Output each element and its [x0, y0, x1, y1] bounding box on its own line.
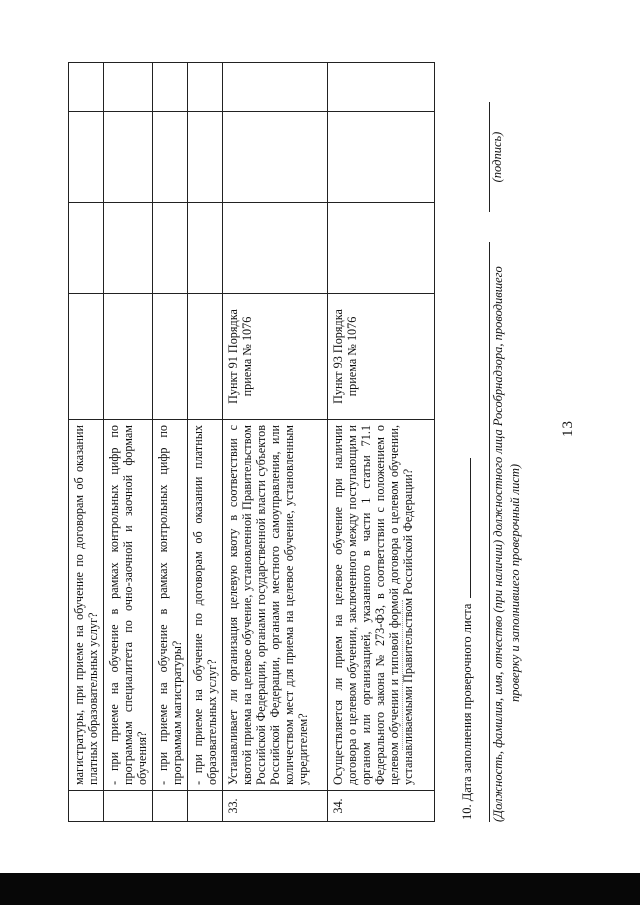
row-reference	[188, 294, 223, 420]
row-question: Осуществляется ли прием на целевое обучение при наличии договора о целевом обучении, заключенного между поступающим и органом или организацией, указанного в части 1 статьи 71.1 Федерального закона № 273-ФЗ, в соответствии с положением о целевом обучении и типовой формой договора о целевом обучении, устанавливаемыми Правительством Российской Федерации?	[328, 420, 435, 791]
row-reference: Пункт 91 Порядка приема № 1076	[223, 294, 328, 420]
row-number	[104, 791, 153, 822]
position-label-continued: проверку и заполнившего проверочный лист)	[508, 463, 522, 702]
table-row	[153, 63, 188, 822]
row-question: - при приеме на обучение по договорам об оказании платных образовательных услуг?	[188, 420, 223, 791]
answer-cell-no[interactable]	[153, 112, 188, 203]
answer-cell-na[interactable]	[69, 63, 104, 112]
table-row	[69, 63, 104, 822]
answer-cell-no[interactable]	[104, 112, 153, 203]
position-label: (Должность, фамилия, имя, отчество (при наличии) должностного лица Рособрнадзора, проводившего	[489, 242, 506, 822]
page-number: 13	[560, 420, 576, 437]
row-question: магистратуры, при приеме на обучение по договорам об оказании платных образовательных услуг?	[69, 420, 104, 791]
checklist-table	[68, 62, 435, 822]
table-row	[223, 63, 328, 822]
answer-cell-na[interactable]	[153, 63, 188, 112]
row-question: - при приеме на обучение в рамках контрольных цифр по программам магистратуры?	[153, 420, 188, 791]
scan-edge-band	[0, 873, 640, 905]
row-number: 34.	[328, 791, 435, 822]
table-row	[104, 63, 153, 822]
row-number	[153, 791, 188, 822]
answer-cell-no[interactable]	[328, 112, 435, 203]
answer-cell-na[interactable]	[188, 63, 223, 112]
answer-cell-no[interactable]	[69, 112, 104, 203]
signature-label: (подпись)	[489, 102, 505, 212]
fill-date-field[interactable]	[469, 458, 471, 598]
answer-cell-no[interactable]	[188, 112, 223, 203]
row-reference	[153, 294, 188, 420]
row-question: Устанавливает ли организация целевую квоту в соответствии с квотой приема на целевое обучение, установленной Правительством Российской Федерации, органами государственной власти субъектов Российской Федерации, органами местного самоуправления, или количеством мест для приема на целевое обучение, установленным учредителем?	[223, 420, 328, 791]
row-reference: Пункт 93 Порядка приема № 1076	[328, 294, 435, 420]
checklist-sheet	[68, 62, 522, 822]
answer-cell-na[interactable]	[104, 63, 153, 112]
answer-cell-yes[interactable]	[69, 203, 104, 294]
row-number	[188, 791, 223, 822]
answer-cell-yes[interactable]	[188, 203, 223, 294]
fill-date-label: 10. Дата заполнения проверочного листа	[460, 603, 474, 820]
answer-cell-yes[interactable]	[104, 203, 153, 294]
table-row	[188, 63, 223, 822]
answer-cell-yes[interactable]	[223, 203, 328, 294]
row-question: - при приеме на обучение в рамках контрольных цифр по программам специалитета по очно-заочной и заочной формам обучения?	[104, 420, 153, 791]
answer-cell-no[interactable]	[223, 112, 328, 203]
table-row	[328, 63, 435, 822]
row-reference	[69, 294, 104, 420]
row-reference	[104, 294, 153, 420]
row-number	[69, 791, 104, 822]
answer-cell-na[interactable]	[223, 63, 328, 112]
answer-cell-na[interactable]	[328, 63, 435, 112]
fill-date-line	[460, 458, 475, 820]
signature-block	[489, 62, 523, 822]
answer-cell-yes[interactable]	[328, 203, 435, 294]
answer-cell-yes[interactable]	[153, 203, 188, 294]
row-number: 33.	[223, 791, 328, 822]
